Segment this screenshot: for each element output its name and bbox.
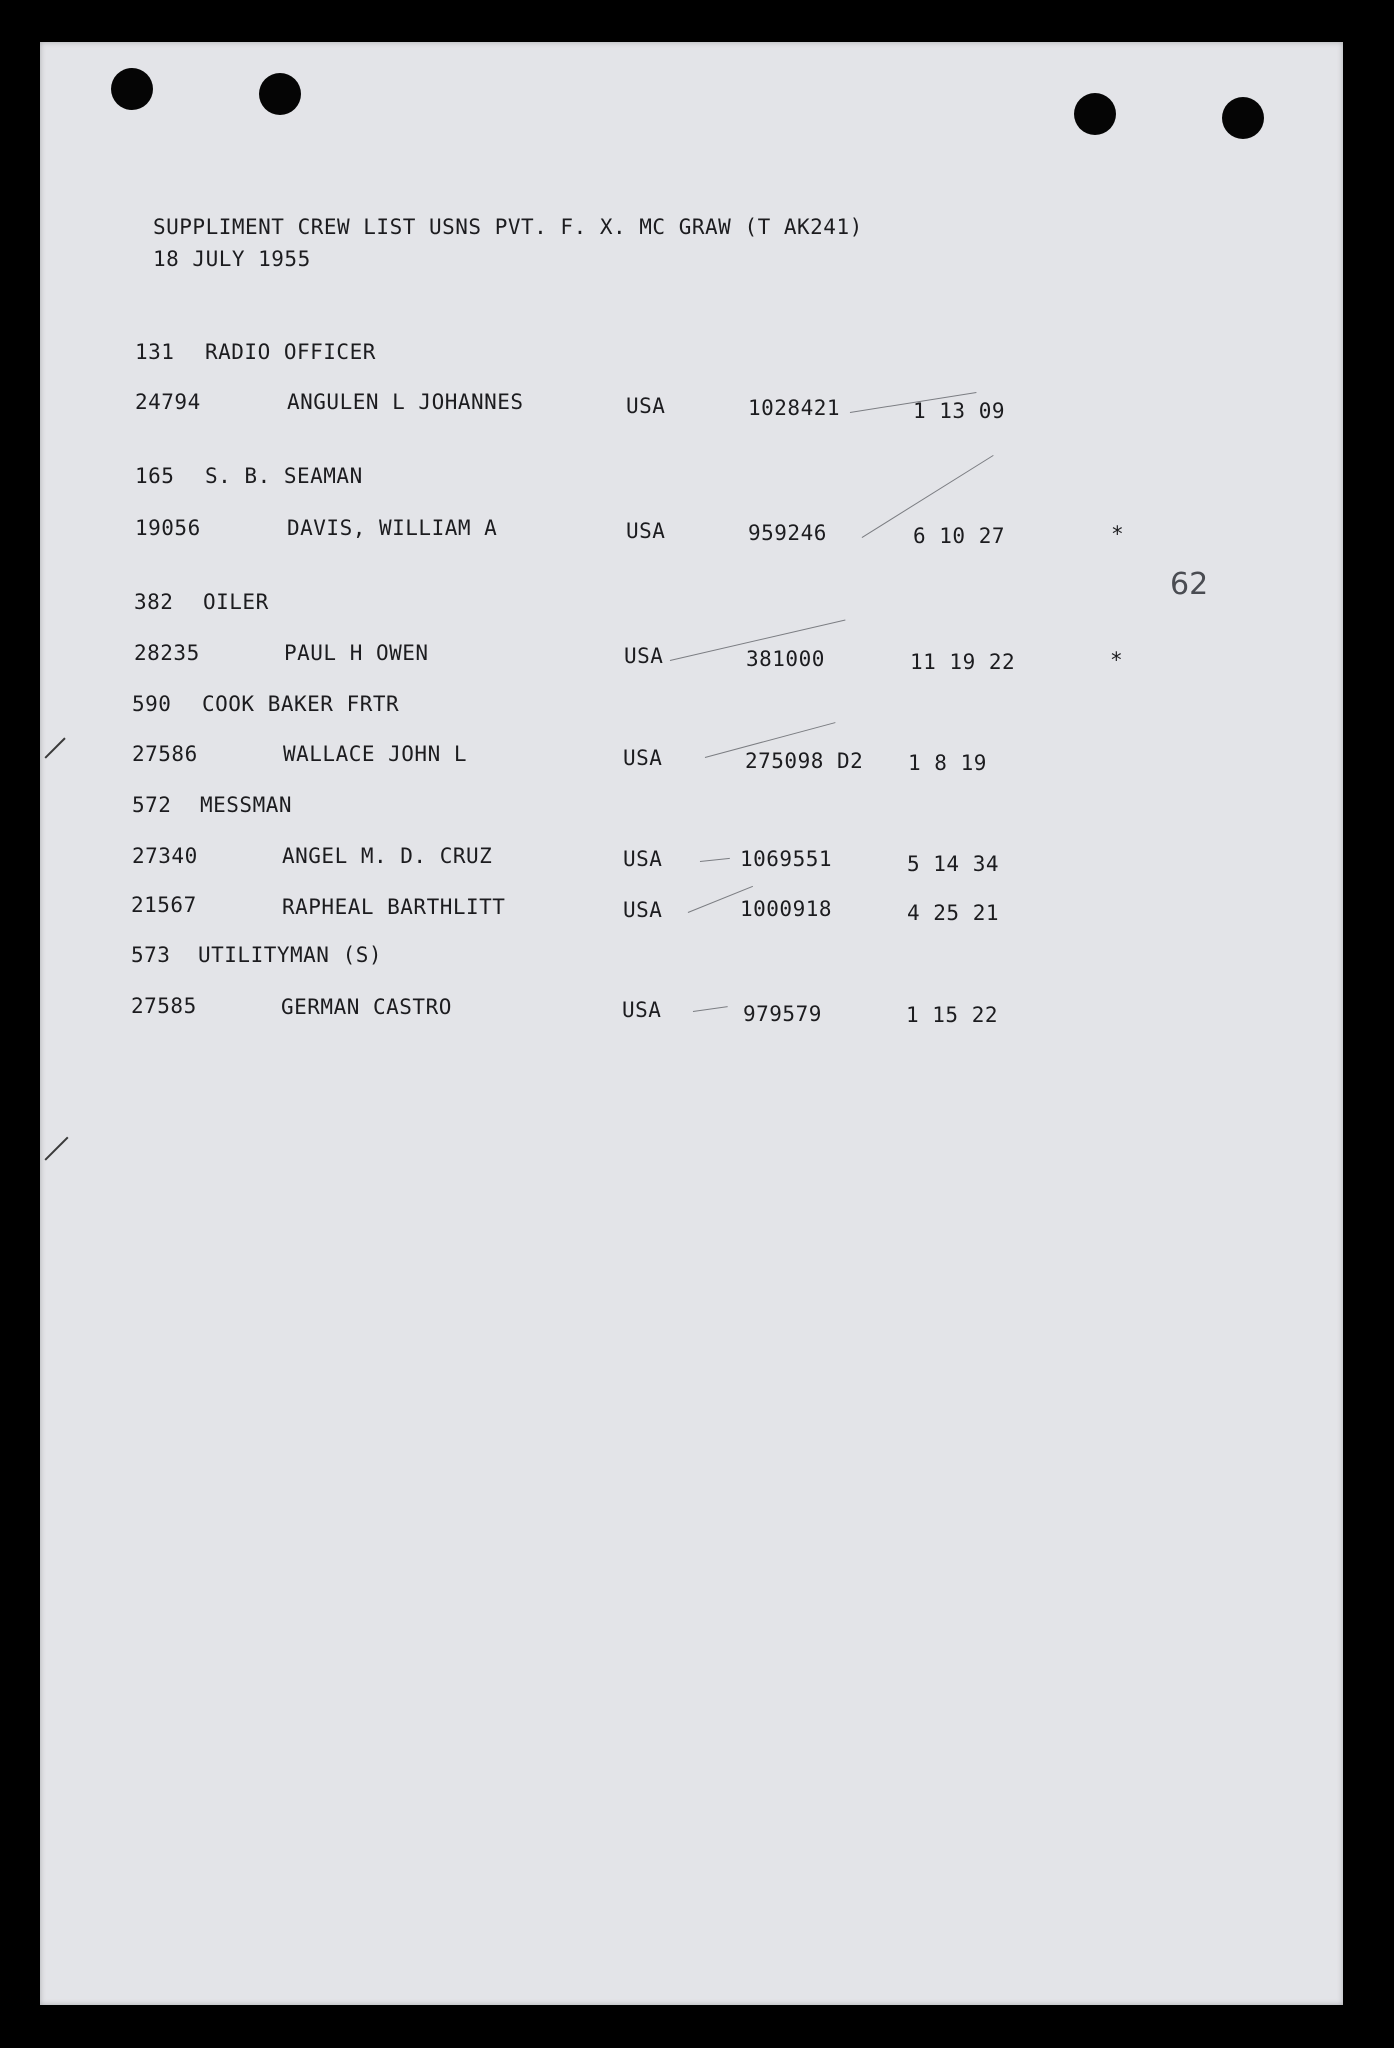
- crew-birth-date: 1 15 22: [906, 1003, 999, 1027]
- crew-document-number: 275098 D2: [745, 749, 864, 773]
- rating-title: COOK BAKER FRTR: [202, 692, 400, 716]
- margin-mark: [44, 737, 65, 758]
- crew-name: PAUL H OWEN: [284, 641, 429, 665]
- crew-id: 21567: [131, 893, 197, 917]
- rating-code: 572: [132, 793, 172, 817]
- crew-name: DAVIS, WILLIAM A: [287, 516, 498, 540]
- rating-title: S. B. SEAMAN: [205, 464, 363, 488]
- crew-document-number: 1069551: [740, 847, 833, 871]
- punch-hole: [1074, 93, 1116, 135]
- crew-birth-date: 4 25 21: [907, 901, 1000, 925]
- crew-name: GERMAN CASTRO: [281, 995, 452, 1019]
- crew-document-number: 979579: [743, 1002, 822, 1026]
- rating-title: RADIO OFFICER: [205, 340, 376, 364]
- pencil-check-stroke: [700, 858, 730, 862]
- crew-birth-date: 11 19 22: [910, 650, 1016, 674]
- crew-mark: *: [1110, 648, 1124, 672]
- crew-id: 24794: [135, 390, 201, 414]
- document-title: SUPPLIMENT CREW LIST USNS PVT. F. X. MC GRAW (T AK241): [153, 215, 863, 239]
- document-date: 18 JULY 1955: [153, 247, 311, 271]
- crew-document-number: 1000918: [740, 897, 833, 921]
- crew-name: ANGEL M. D. CRUZ: [282, 844, 493, 868]
- crew-name: RAPHEAL BARTHLITT: [282, 895, 506, 919]
- crew-birth-date: 1 8 19: [908, 751, 987, 775]
- rating-code: 382: [134, 590, 174, 614]
- punch-hole: [111, 68, 153, 110]
- crew-nationality: USA: [623, 847, 663, 871]
- crew-id: 27340: [132, 844, 198, 868]
- pencil-check-stroke: [693, 1006, 728, 1012]
- crew-birth-date: 5 14 34: [907, 852, 1000, 876]
- rating-code: 573: [131, 943, 171, 967]
- crew-document-number: 959246: [748, 521, 827, 545]
- crew-id: 28235: [134, 641, 200, 665]
- crew-nationality: USA: [622, 998, 662, 1022]
- punch-hole: [1222, 97, 1264, 139]
- punch-hole: [259, 73, 301, 115]
- crew-name: WALLACE JOHN L: [283, 742, 468, 766]
- crew-document-number: 1028421: [748, 396, 841, 420]
- crew-nationality: USA: [623, 746, 663, 770]
- crew-nationality: USA: [624, 644, 664, 668]
- crew-id: 27585: [131, 994, 197, 1018]
- crew-id: 27586: [132, 742, 198, 766]
- rating-code: 165: [135, 464, 175, 488]
- crew-nationality: USA: [626, 519, 666, 543]
- document-page: [40, 42, 1343, 2005]
- rating-title: OILER: [203, 590, 269, 614]
- crew-birth-date: 6 10 27: [913, 524, 1006, 548]
- crew-nationality: USA: [623, 898, 663, 922]
- crew-nationality: USA: [626, 394, 666, 418]
- crew-birth-date: 1 13 09: [913, 399, 1006, 423]
- rating-title: UTILITYMAN (S): [198, 943, 383, 967]
- crew-mark: *: [1111, 522, 1125, 546]
- handwritten-page-mark: 62: [1170, 567, 1209, 602]
- crew-document-number: 381000: [746, 647, 825, 671]
- crew-id: 19056: [135, 516, 201, 540]
- margin-mark: [44, 1137, 68, 1161]
- rating-code: 131: [135, 340, 175, 364]
- crew-name: ANGULEN L JOHANNES: [287, 390, 524, 414]
- rating-code: 590: [132, 692, 172, 716]
- rating-title: MESSMAN: [200, 793, 293, 817]
